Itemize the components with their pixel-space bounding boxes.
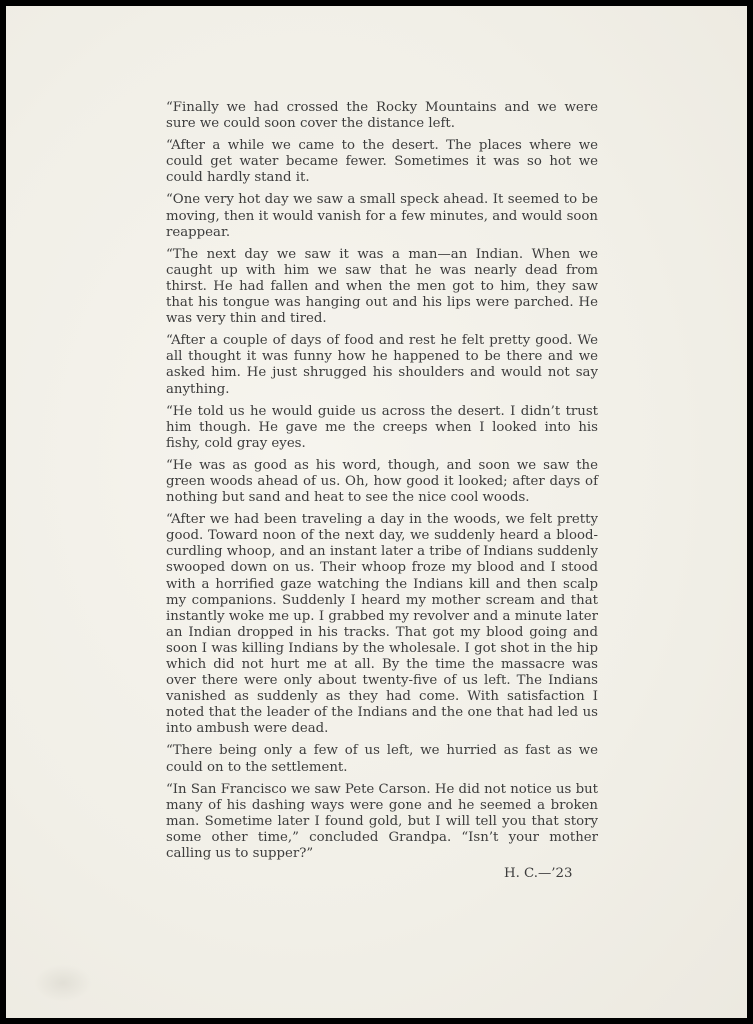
paragraph-4: “The next day we saw it was a man—an Indian. When we caught up with him we saw that he was nearly dead from thirst. He had fallen and when the men got to him, they saw that his tongue was hanging out and his lips were parched. He was very thin and tired. — [166, 246, 598, 327]
author-signature: H. C.—’23 — [504, 866, 573, 881]
paragraph-6: “He told us he would guide us across the desert. I didn’t trust him though. He gave me the creeps when I looked into his fishy, cold gray eyes. — [166, 403, 598, 451]
paragraph-7: “He was as good as his word, though, and soon we saw the green woods ahead of us. Oh, how good it looked; after days of nothing but sand and heat to see the nice cool woods. — [166, 457, 598, 506]
document-page — [6, 6, 747, 1018]
paragraph-9: “There being only a few of us left, we hurried as fast as we could on to the settlement. — [166, 743, 598, 775]
story-text — [166, 100, 598, 868]
paragraph-8: “After we had been traveling a day in the woods, we felt pretty good. Toward noon of the next day, we suddenly heard a blood-curdling whoop, and an instant later a tribe of Indians suddenly swooped down on us. Their whoop froze my blood and I stood with a horrified gaze watching the Indians kill and then scalp my companions. Suddenly I heard my mother scream and that instantly woke me up. I grabbed my revolver and a minute later an Indian dropped in his tracks. That got my blood going and soon I was killing Indians by the wholesale. I got shot in the hip which did not hurt me at all. By the time the massacre was over there were only about twenty-five of us left. The Indians vanished as suddenly as they had come. With satisfaction I noted that the leader of the Indians and the one that had led us into ambush were dead. — [166, 512, 598, 737]
paragraph-10: “In San Francisco we saw Pete Carson. He did not notice us but many of his dashing ways were gone and he seemed a broken man. Sometime later I found gold, but I will tell you that story some other time,” concluded Grandpa. “Isn’t your mother calling us to supper?” — [166, 781, 598, 862]
paper-stain — [34, 964, 92, 1002]
paragraph-2: “After a while we came to the desert. The places where we could get water became fewer. Sometimes it was so hot we could hardly stand it. — [166, 138, 598, 186]
paragraph-1: “Finally we had crossed the Rocky Mountains and we were sure we could soon cover the distance left. — [166, 100, 598, 132]
paragraph-3: “One very hot day we saw a small speck ahead. It seemed to be moving, then it would vanish for a few minutes, and would soon reappear. — [166, 192, 598, 240]
paragraph-5: “After a couple of days of food and rest he felt pretty good. We all thought it was funny how he happened to be there and we asked him. He just shrugged his shoulders and would not say anything. — [166, 333, 598, 397]
